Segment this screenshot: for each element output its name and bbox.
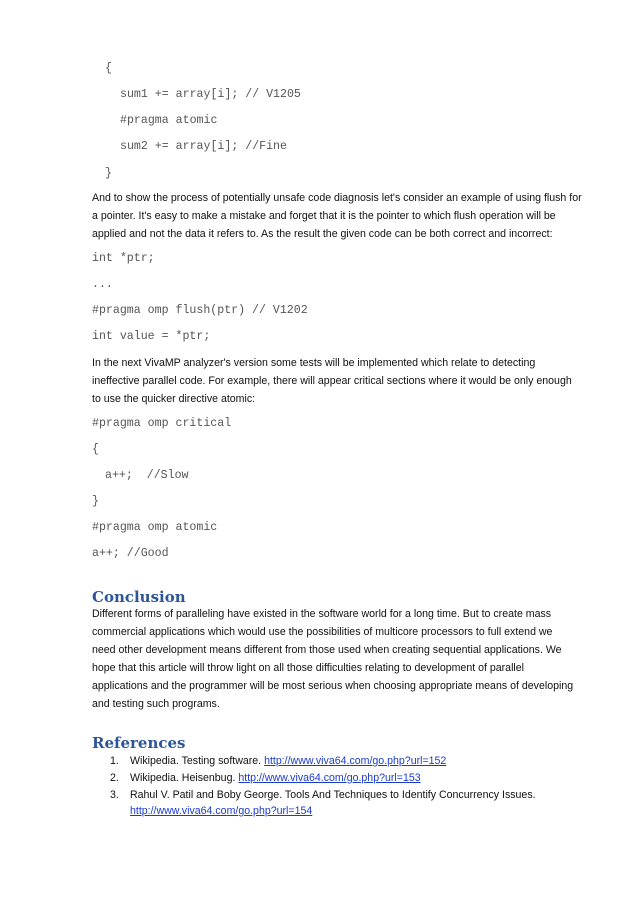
code-line: int value = *ptr; bbox=[92, 330, 211, 343]
reference-link[interactable]: http://www.viva64.com/go.php?url=152 bbox=[264, 755, 447, 767]
paragraph-flush bbox=[92, 189, 592, 243]
reference-text bbox=[130, 753, 610, 769]
code-line: { bbox=[105, 62, 112, 75]
text-line: applied and not the data it refers to. As the result the given code can be both correct and incorrect: bbox=[92, 228, 553, 240]
code-line: #pragma atomic bbox=[120, 114, 218, 127]
reference-link[interactable]: http://www.viva64.com/go.php?url=153 bbox=[238, 772, 421, 784]
reference-number: 1. bbox=[110, 755, 119, 767]
code-line: #pragma omp atomic bbox=[92, 521, 218, 534]
text-line: In the next VivaMP analyzer's version some tests will be implemented which relate to detecting bbox=[92, 357, 536, 369]
reference-link[interactable]: http://www.viva64.com/go.php?url=154 bbox=[130, 805, 313, 817]
code-line: sum2 += array[i]; //Fine bbox=[120, 140, 287, 153]
code-line: sum1 += array[i]; // V1205 bbox=[120, 88, 301, 101]
code-line: a++; //Slow bbox=[105, 469, 189, 482]
code-line: } bbox=[92, 495, 99, 508]
text-line: hope that this article will throw light on all those difficulties relating to development of parallel bbox=[92, 662, 525, 674]
reference-title: Wikipedia. Testing software. bbox=[130, 755, 265, 767]
code-line: { bbox=[92, 443, 99, 456]
text-line: need other development means different from those used when creating sequential applications. We bbox=[92, 644, 562, 656]
text-line: applications and the programmer will be most serious when choosing appropriate means of developing bbox=[92, 680, 574, 692]
reference-text bbox=[130, 770, 610, 786]
text-line: ineffective parallel code. For example, there will appear critical sections where it would be only enough bbox=[92, 375, 572, 387]
text-line: and testing such programs. bbox=[92, 698, 220, 710]
conclusion-paragraph bbox=[92, 605, 592, 713]
references-list bbox=[92, 753, 612, 823]
references-heading: References bbox=[92, 734, 186, 752]
text-line: to use the quicker directive atomic: bbox=[92, 393, 256, 405]
text-line: Different forms of paralleling have existed in the software world for a long time. But to create mass bbox=[92, 608, 552, 620]
reference-title: Rahul V. Patil and Boby George. Tools And Techniques to Identify Concurrency Issues. bbox=[130, 789, 536, 801]
text-line: commercial applications which would use the possibilities of multicore processors to full extend we bbox=[92, 626, 553, 638]
code-line: ... bbox=[92, 278, 113, 291]
text-line: And to show the process of potentially unsafe code diagnosis let's consider an example of using flush for bbox=[92, 192, 582, 204]
code-line: #pragma omp critical bbox=[92, 417, 232, 430]
reference-number: 2. bbox=[110, 772, 119, 784]
code-line: } bbox=[105, 167, 112, 180]
reference-number: 3. bbox=[110, 789, 119, 801]
code-line: a++; //Good bbox=[92, 547, 169, 560]
code-line: int *ptr; bbox=[92, 252, 155, 265]
conclusion-heading: Conclusion bbox=[92, 588, 186, 606]
reference-text bbox=[130, 787, 610, 819]
text-line: a pointer. It's easy to make a mistake and forget that it is the pointer to which flush operation will be bbox=[92, 210, 556, 222]
code-line: #pragma omp flush(ptr) // V1202 bbox=[92, 304, 308, 317]
paragraph-vivamp bbox=[92, 354, 592, 408]
reference-title: Wikipedia. Heisenbug. bbox=[130, 772, 239, 784]
